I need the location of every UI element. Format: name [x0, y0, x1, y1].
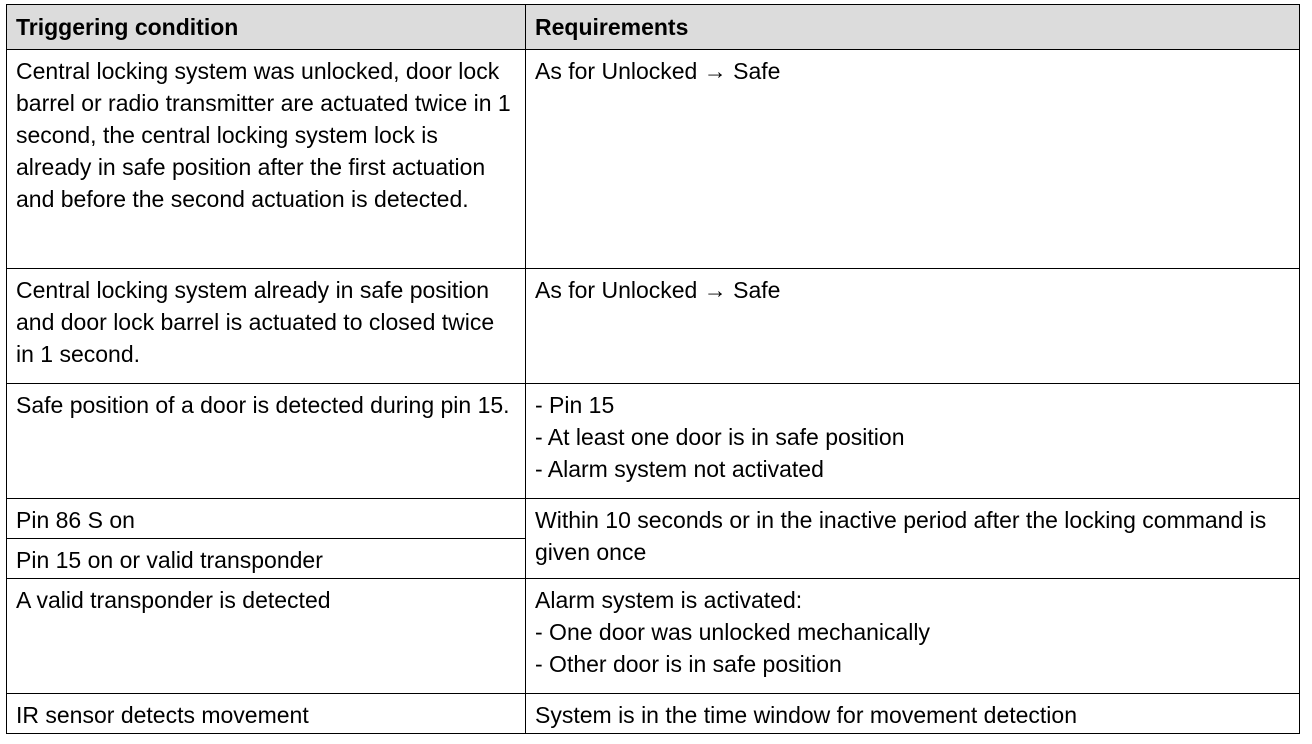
condition-cell: [7, 269, 526, 384]
table-row: [7, 694, 1300, 734]
condition-text: Safe position of a door is detected during pin 15.: [16, 392, 510, 418]
requirement-item: - Alarm system not activated: [535, 456, 824, 482]
table-row: [7, 579, 1300, 694]
requirement-list: [535, 616, 1291, 680]
requirement-text: System is in the time window for movement detection: [535, 702, 1078, 728]
condition-text: Central locking system was unlocked, door lock barrel or radio transmitter are actuated twice in 1 second, the central locking system lock is already in safe position after the first actuation and before the second actuation is detected.: [16, 58, 511, 212]
condition-text: Pin 15 on or valid transponder: [16, 547, 323, 573]
requirement-text: As for Unlocked → Safe: [535, 58, 781, 84]
condition-text: IR sensor detects movement: [16, 702, 309, 728]
condition-cell: [7, 694, 526, 734]
requirement-item: - Other door is in safe position: [535, 651, 842, 677]
condition-cell: [7, 499, 526, 539]
triggering-conditions-table: [6, 4, 1300, 734]
header-triggering-condition: Triggering condition: [7, 5, 526, 50]
requirement-cell: [526, 579, 1300, 694]
requirement-text: As for Unlocked → Safe: [535, 277, 781, 303]
header-requirements: Requirements: [526, 5, 1300, 50]
requirement-cell: [526, 50, 1300, 269]
table-row: [7, 269, 1300, 384]
table-row: [7, 384, 1300, 499]
requirement-list: [535, 389, 1291, 485]
condition-cell: [7, 579, 526, 694]
requirement-text: Within 10 seconds or in the inactive period after the locking command is given once: [535, 507, 1267, 565]
condition-cell: [7, 539, 526, 579]
requirement-item: - At least one door is in safe position: [535, 424, 905, 450]
requirement-cell: [526, 694, 1300, 734]
requirement-intro: Alarm system is activated:: [535, 587, 803, 613]
condition-cell: [7, 50, 526, 269]
table-row: [7, 50, 1300, 269]
requirement-cell: [526, 269, 1300, 384]
condition-text: A valid transponder is detected: [16, 587, 331, 613]
requirement-item: - One door was unlocked mechanically: [535, 619, 931, 645]
requirement-item: - Pin 15: [535, 392, 615, 418]
requirement-cell: [526, 384, 1300, 499]
condition-text: Pin 86 S on: [16, 507, 135, 533]
condition-cell: [7, 384, 526, 499]
table-header-row: [7, 5, 1300, 50]
table-row: [7, 499, 1300, 539]
requirement-cell-merged: [526, 499, 1300, 579]
condition-text: Central locking system already in safe position and door lock barrel is actuated to closed twice in 1 second.: [16, 277, 495, 367]
